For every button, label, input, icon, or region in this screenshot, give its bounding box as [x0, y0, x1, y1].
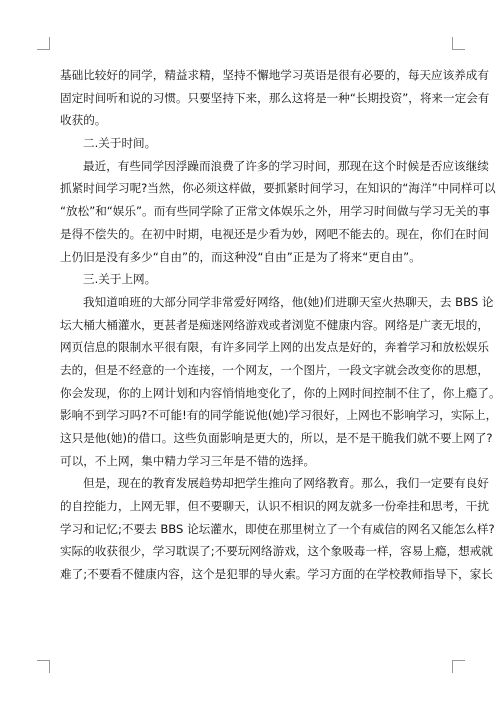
text-line: 实际的收获很少，学习耽误了;不要玩网络游戏，这个象吸毒一样，容易上瘾，想戒就: [60, 544, 493, 559]
corner-crop-mark-top-right: [452, 37, 465, 50]
document-body: [60, 64, 501, 586]
text-line: 去的，但是不经意的一个连接，一个网友，一个图片，一段文字就会改变你的思想，: [60, 362, 489, 377]
text-line: 三.关于上网。: [83, 272, 157, 287]
text-line: 你会发现，你的上网计划和内容悄悄地变化了，你的上网时间控制不住了，你上瘾了。: [60, 385, 501, 400]
corner-crop-mark-bottom-right: [452, 660, 465, 673]
text-line: 收获的。: [60, 113, 107, 128]
text-line: “放松”和“娱乐”。而有些同学除了正常文体娱乐之外，用学习时间做与学习无关的事: [60, 204, 490, 219]
text-line: 我知道咱班的大部分同学非常爱好网络，他(她)们进聊天室火热聊天，去 BBS 论: [83, 294, 494, 309]
text-line: 难了;不要看不健康内容，这个是犯罪的导火索。学习方面的在学校教师指导下，家长: [60, 567, 493, 582]
text-line: 影响不到学习吗?不可能!有的同学能说他(她)学习很好，上网也不影响学习，实际上，: [60, 408, 498, 423]
text-line: 基础比较好的同学，精益求精，坚持不懈地学习英语是很有必要的，每天应该养成有: [60, 68, 489, 82]
text-line: 但是，现在的教育发展趋势却把学生推向了网络教育。那么，我们一定要有良好: [83, 476, 489, 491]
text-line: 学习和记忆;不要去 BBS 论坛灌水，即使在那里树立了一个有威信的网名又能怎么样?: [60, 521, 495, 536]
text-line: 这只是他(她)的借口。这些负面影响是更大的，所以，是不是干脆我们就不要上网了?: [60, 431, 493, 445]
corner-crop-mark-bottom-left: [37, 660, 50, 673]
text-line: 二.关于时间。: [83, 136, 157, 151]
text-line: 可以，不上网，集中精力学习三年是不错的选择。: [60, 453, 316, 468]
text-line: 固定时间听和说的习惯。只要坚持下来，那么这将是一种“长期投资”，将来一定会有: [60, 90, 490, 105]
text-line: 的自控能力，上网无罪，但不要聊天，认识不相识的网友就多一份牵挂和思考，干扰: [60, 499, 489, 514]
text-line: 是得不偿失的。在初中时期，电视还是少看为妙，网吧不能去的。现在，你们在时间: [60, 226, 489, 241]
text-line: 最近，有些同学因浮躁而浪费了许多的学习时间，那现在这个时候是否应该继续: [83, 158, 489, 173]
corner-crop-mark-top-left: [37, 37, 50, 50]
text-line: 上仍旧是没有多少“自由”的，而这种没“自由”正是为了将来“更自由”。: [60, 249, 421, 264]
text-line: 网页信息的限制水平很有限，有许多同学上网的出发点是好的，奔着学习和放松娱乐: [60, 340, 489, 355]
text-line: 抓紧时间学习呢?当然，你必须这样做，要抓紧时间学习，在知识的“海洋”中同样可以: [60, 181, 496, 196]
text-line: 坛大桶大桶灌水，更甚者是痴迷网络游戏或者浏览不健康内容。网络是广袤无垠的，: [60, 317, 489, 332]
